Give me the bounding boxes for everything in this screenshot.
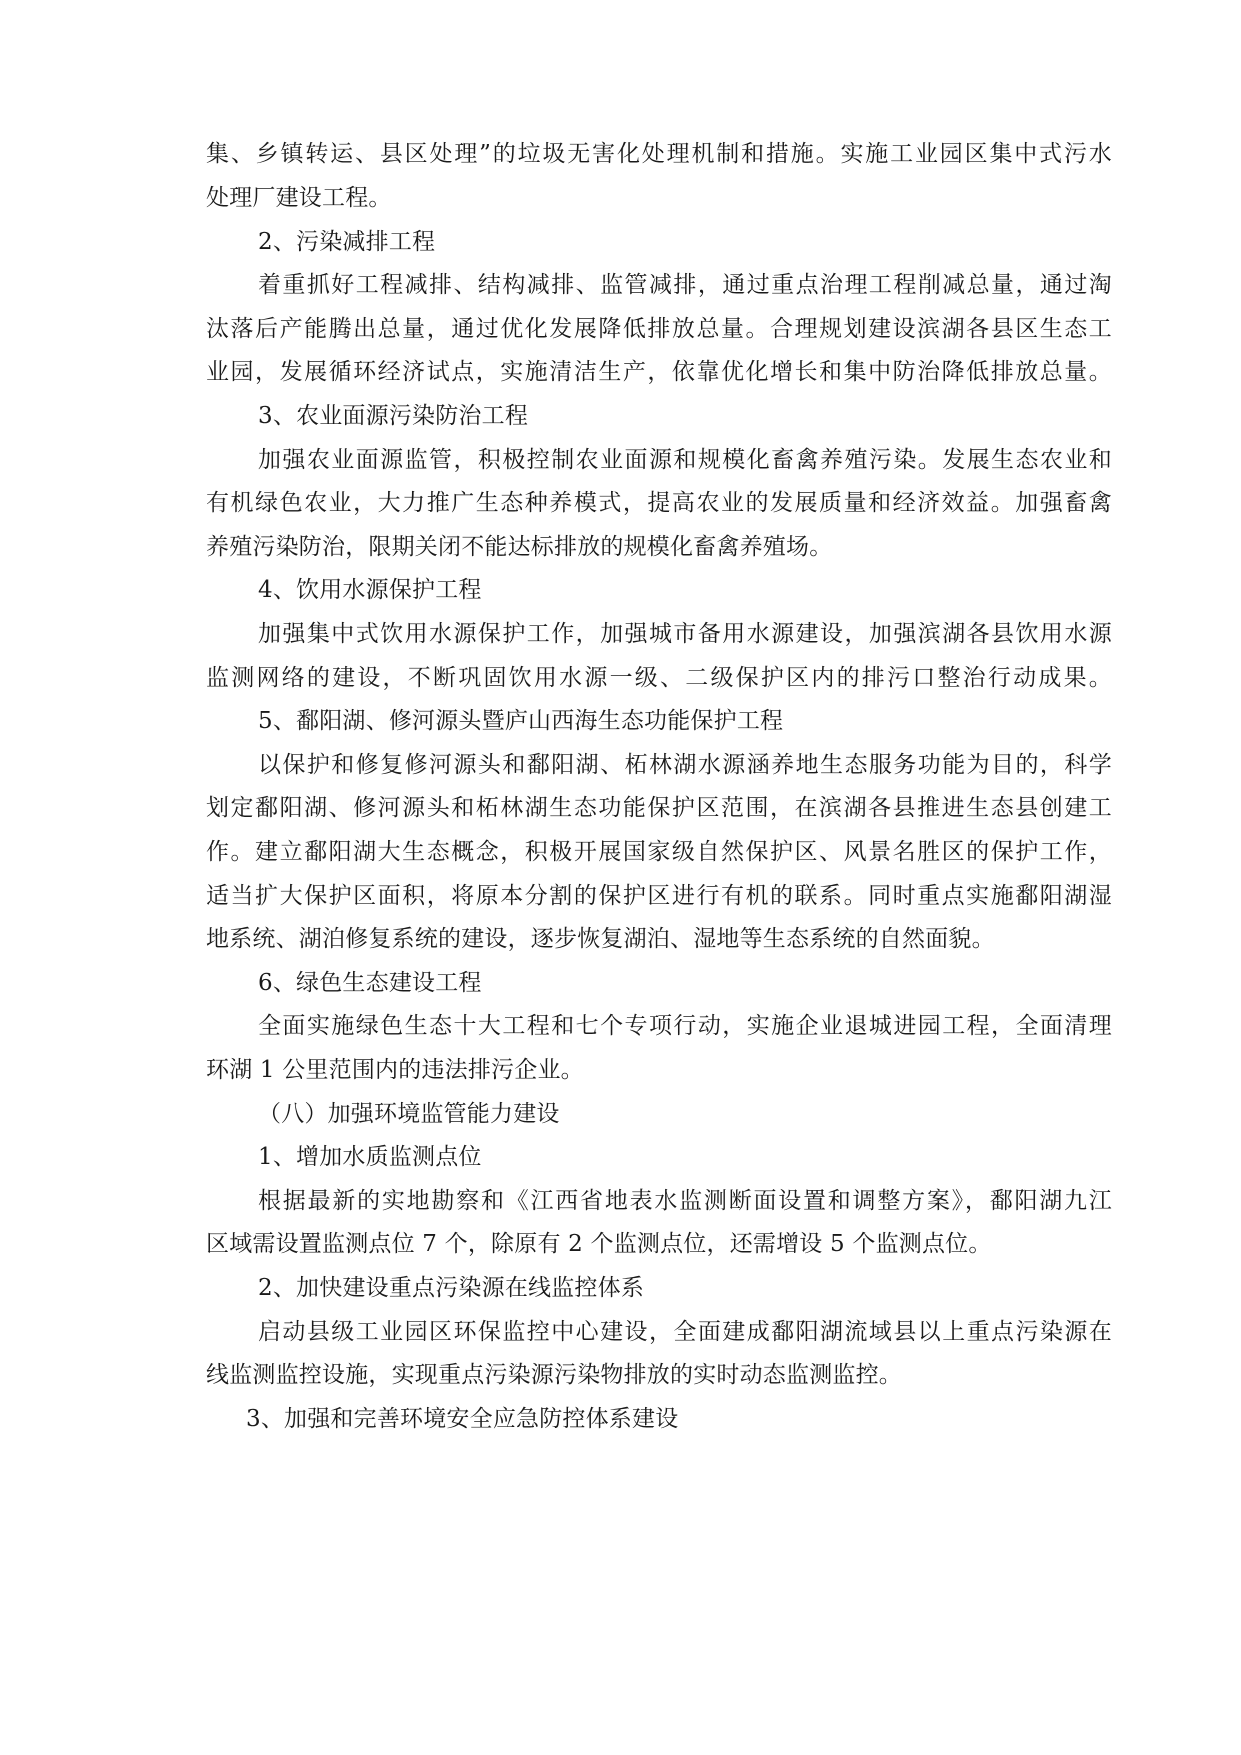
text-line: 适当扩大保护区面积，将原本分割的保护区进行有机的联系。同时重点实施鄱阳湖湿 xyxy=(206,883,1112,909)
text-line: 加强农业面源监管，积极控制农业面源和规模化畜禽养殖污染。发展生态农业和 xyxy=(258,447,1112,473)
text-line: 以保护和修复修河源头和鄱阳湖、柘林湖水源涵养地生态服务功能为目的，科学 xyxy=(258,752,1112,778)
chapter-heading: （八）加强环境监管能力建设 xyxy=(258,1101,560,1127)
text-line: 区域需设置监测点位 7 个，除原有 2 个监测点位，还需增设 5 个监测点位。 xyxy=(206,1231,992,1257)
text-line: 划定鄱阳湖、修河源头和柘林湖生态功能保护区范围，在滨湖各县推进生态县创建工 xyxy=(206,795,1112,821)
text-line: 养殖污染防治，限期关闭不能达标排放的规模化畜禽养殖场。 xyxy=(206,534,833,560)
text-line: 监测网络的建设，不断巩固饮用水源一级、二级保护区内的排污口整治行动成果。 xyxy=(206,665,1112,691)
section-heading: 3、农业面源污染防治工程 xyxy=(258,403,529,429)
section-heading: 1、增加水质监测点位 xyxy=(258,1144,482,1170)
text-line: 启动县级工业园区环保监控中心建设，全面建成鄱阳湖流域县以上重点污染源在 xyxy=(258,1319,1112,1345)
section-heading: 5、鄱阳湖、修河源头暨庐山西海生态功能保护工程 xyxy=(258,708,784,734)
section-heading: 2、加快建设重点污染源在线监控体系 xyxy=(258,1275,645,1301)
text-line: 全面实施绿色生态十大工程和七个专项行动，实施企业退城进园工程，全面清理 xyxy=(258,1013,1112,1039)
text-line: 线监测监控设施，实现重点污染源污染物排放的实时动态监测监控。 xyxy=(206,1362,902,1388)
text-line: 业园，发展循环经济试点，实施清洁生产，依靠优化增长和集中防治降低排放总量。 xyxy=(206,359,1112,385)
text-line: 地系统、湖泊修复系统的建设，逐步恢复湖泊、湿地等生态系统的自然面貌。 xyxy=(206,926,995,952)
section-heading: 6、绿色生态建设工程 xyxy=(258,970,482,996)
text-line: 处理厂建设工程。 xyxy=(206,185,392,211)
text-line: 环湖 1 公里范围内的违法排污企业。 xyxy=(206,1057,584,1083)
section-heading: 3、加强和完善环境安全应急防控体系建设 xyxy=(246,1406,679,1432)
section-heading: 4、饮用水源保护工程 xyxy=(258,577,482,603)
section-heading: 2、污染减排工程 xyxy=(258,229,436,255)
text-line: 汰落后产能腾出总量，通过优化发展降低排放总量。合理规划建设滨湖各县区生态工 xyxy=(206,316,1112,342)
text-line: 作。建立鄱阳湖大生态概念，积极开展国家级自然保护区、风景名胜区的保护工作， xyxy=(206,839,1112,865)
text-line: 根据最新的实地勘察和《江西省地表水监测断面设置和调整方案》，鄱阳湖九江 xyxy=(258,1188,1112,1214)
text-line: 加强集中式饮用水源保护工作，加强城市备用水源建设，加强滨湖各县饮用水源 xyxy=(258,621,1112,647)
text-line: 有机绿色农业，大力推广生态种养模式，提高农业的发展质量和经济效益。加强畜禽 xyxy=(206,490,1112,516)
text-line: 着重抓好工程减排、结构减排、监管减排，通过重点治理工程削减总量，通过淘 xyxy=(258,272,1112,298)
text-line: 集、乡镇转运、县区处理”的垃圾无害化处理机制和措施。实施工业园区集中式污水 xyxy=(206,141,1112,167)
